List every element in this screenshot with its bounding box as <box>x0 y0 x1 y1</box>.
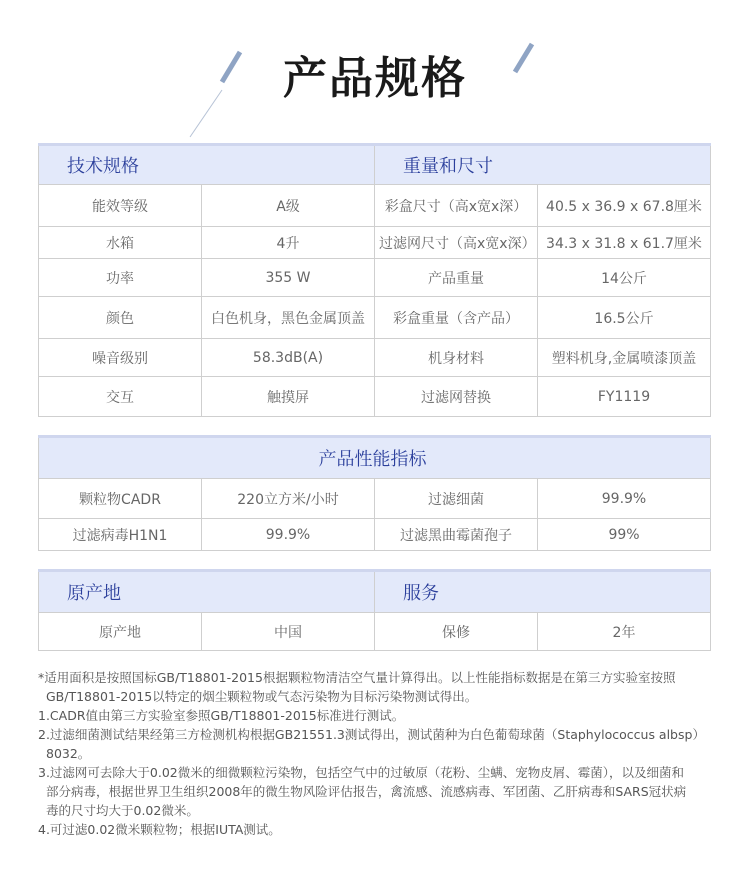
footnote-line: 部分病毒，根据世界卫生组织2008年的微生物风险评估报告，禽流感、流感病毒、军团菌、乙肝病毒和SARS冠状病 <box>46 784 687 799</box>
table-row <box>39 519 711 551</box>
weight-size-header: 重量和尺寸 <box>375 145 711 185</box>
spec-label: 产品重量 <box>375 259 538 297</box>
spec-label: 噪音级别 <box>39 339 202 377</box>
spec-value: FY1119 <box>538 377 711 417</box>
spec-label: 保修 <box>375 613 538 651</box>
spec-value: 中国 <box>202 613 375 651</box>
footnotes <box>38 668 718 839</box>
title-area <box>0 0 750 140</box>
service-header: 服务 <box>375 571 711 613</box>
table-row <box>39 377 711 417</box>
spec-label: 机身材料 <box>375 339 538 377</box>
spec-label: 原产地 <box>39 613 202 651</box>
spec-label: 彩盒尺寸（高x宽x深） <box>375 185 538 227</box>
spec-value: 99.9% <box>538 479 711 519</box>
spec-label: 过滤黑曲霉菌孢子 <box>375 519 538 551</box>
spec-label: 彩盒重量（含产品） <box>375 297 538 339</box>
spec-value: 40.5 x 36.9 x 67.8厘米 <box>538 185 711 227</box>
spec-label: 水箱 <box>39 227 202 259</box>
tech-spec-header: 技术规格 <box>39 145 375 185</box>
origin-service-table <box>38 569 711 651</box>
spec-label: 过滤网替换 <box>375 377 538 417</box>
spec-value: 14公斤 <box>538 259 711 297</box>
table-row <box>39 259 711 297</box>
origin-header: 原产地 <box>39 571 375 613</box>
spec-value: 34.3 x 31.8 x 61.7厘米 <box>538 227 711 259</box>
table-row <box>39 479 711 519</box>
footnote-line: 毒的尺寸均大于0.02微米。 <box>46 803 199 818</box>
spec-value: A级 <box>202 185 375 227</box>
table-row <box>39 297 711 339</box>
footnote-line: 1.CADR值由第三方实验室参照GB/T18801-2015标准进行测试。 <box>38 708 405 723</box>
spec-value: 2年 <box>538 613 711 651</box>
spec-value: 58.3dB(A) <box>202 339 375 377</box>
spec-value: 99% <box>538 519 711 551</box>
footnote-line: 8032。 <box>46 746 91 761</box>
spec-value: 塑料机身,金属喷漆顶盖 <box>538 339 711 377</box>
spec-value: 触摸屏 <box>202 377 375 417</box>
performance-table <box>38 435 711 551</box>
spec-label: 功率 <box>39 259 202 297</box>
table-row <box>39 613 711 651</box>
spec-label: 颜色 <box>39 297 202 339</box>
page-title: 产品规格 <box>283 53 467 104</box>
table-row <box>39 227 711 259</box>
spec-value: 99.9% <box>202 519 375 551</box>
spec-value: 355 W <box>202 259 375 297</box>
tech-spec-table <box>38 143 711 417</box>
footnote-line: *适用面积是按照国标GB/T18801-2015根据颗粒物清洁空气量计算得出。以上性能指标数据是在第三方实验室按照 <box>38 670 676 685</box>
footnote-line: 3.过滤网可去除大于0.02微米的细微颗粒污染物，包括空气中的过敏原（花粉、尘螨、宠物皮屑、霉菌），以及细菌和 <box>38 765 685 780</box>
spec-value: 16.5公斤 <box>538 297 711 339</box>
performance-header: 产品性能指标 <box>39 437 711 479</box>
spec-label: 颗粒物CADR <box>39 479 202 519</box>
spec-value: 白色机身，黑色金属顶盖 <box>202 297 375 339</box>
spec-label: 能效等级 <box>39 185 202 227</box>
table-row <box>39 339 711 377</box>
spec-value: 220立方米/小时 <box>202 479 375 519</box>
table-row <box>39 185 711 227</box>
footnote-line: 2.过滤细菌测试结果经第三方检测机构根据GB21551.3测试得出，测试菌种为白色葡萄球菌（Staphylococcus albsp） <box>38 727 705 742</box>
spec-value: 4升 <box>202 227 375 259</box>
spec-label: 过滤病毒H1N1 <box>39 519 202 551</box>
spec-label: 过滤网尺寸（高x宽x深） <box>375 227 538 259</box>
spec-label: 过滤细菌 <box>375 479 538 519</box>
footnote-line: 4.可过滤0.02微米颗粒物；根据IUTA测试。 <box>38 822 281 837</box>
footnote-line: GB/T18801-2015以特定的烟尘颗粒物或气态污染物为目标污染物测试得出。 <box>46 689 478 704</box>
spec-label: 交互 <box>39 377 202 417</box>
